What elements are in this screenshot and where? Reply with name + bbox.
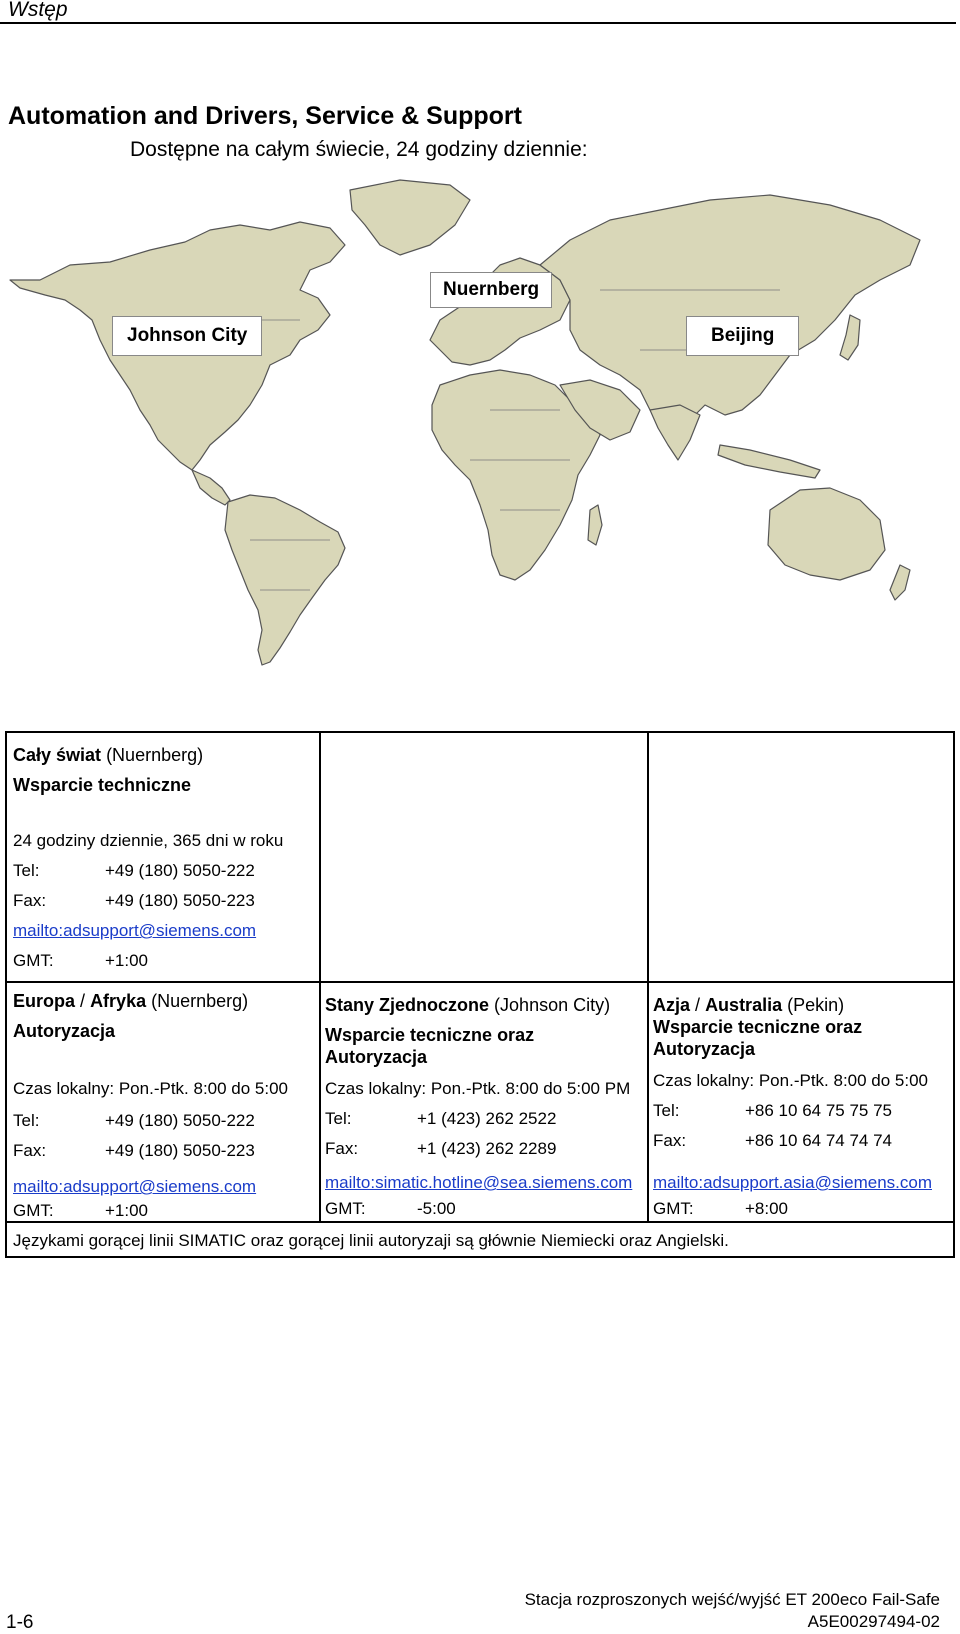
global-hours: 24 godziny dziennie, 365 dni w roku [13,831,284,850]
land-indonesia [718,445,820,478]
global-mail-link[interactable]: mailto:adsupport@siemens.com [13,921,257,940]
global-fax: Fax: +49 (180) 5050-223 [13,891,255,910]
usa-gmt: GMT: -5:00 [325,1199,456,1218]
row-divider [7,981,955,983]
global-tel: Tel: +49 (180) 5050-222 [13,861,255,880]
land-new-zealand [890,565,910,600]
land-south-america [225,495,345,665]
map-label-nuernberg: Nuernberg [430,272,552,308]
asia-tel: Tel: +86 10 64 75 75 75 [653,1101,892,1120]
asia-subheading-2: Autoryzacja [653,1039,756,1059]
map-label-johnson-city: Johnson City [112,316,262,356]
asia-gmt: GMT: +8:00 [653,1199,789,1218]
row-divider [7,1221,953,1223]
usa-mail-link[interactable]: mailto:simatic.hotline@sea.siemens.com [325,1173,633,1192]
running-header: Wstęp [8,0,68,21]
contacts-table [5,731,955,1258]
document-code: A5E00297494-02 [807,1612,940,1631]
land-greenland [350,180,470,255]
world-map-graphic [0,170,960,670]
usa-subheading-2: Autoryzacja [325,1047,428,1067]
europe-gmt: GMT: +1:00 [13,1201,149,1220]
europe-heading: Europa / Afryka (Nuernberg) [13,991,249,1011]
asia-hours: Czas lokalny: Pon.-Ptk. 8:00 do 5:00 [653,1071,929,1090]
map-label-beijing: Beijing [686,316,799,356]
europe-tel: Tel: +49 (180) 5050-222 [13,1111,255,1130]
footer-document-title: Stacja rozproszonych wejść/wyjść ET 200eco Fail-Safe [524,1590,940,1609]
europe-hours: Czas lokalny: Pon.-Ptk. 8:00 do 5:00 [13,1079,289,1098]
land-japan [840,315,860,360]
europe-mail-link[interactable]: mailto:adsupport@siemens.com [13,1177,257,1196]
page-subtitle: Dostępne na całym świecie, 24 godziny dziennie: [130,138,588,161]
europe-subheading: Autoryzacja [13,1021,116,1041]
header-rule [0,22,956,24]
land-madagascar [588,505,602,545]
language-note: Językami gorącej linii SIMATIC oraz gorącej linii autoryzaji są głównie Niemiecki oraz Angielski. [13,1231,729,1250]
global-subheading: Wsparcie techniczne [13,775,192,795]
usa-hours: Czas lokalny: Pon.-Ptk. 8:00 do 5:00 PM [325,1079,631,1098]
usa-subheading: Wsparcie tecniczne oraz [325,1025,535,1045]
asia-heading: Azja / Australia (Pekin) [653,995,845,1015]
usa-heading: Stany Zjednoczone (Johnson City) [325,995,611,1015]
column-divider [647,733,649,1223]
global-heading: Cały świat (Nuernberg) [13,745,204,765]
page-number: 1-6 [6,1612,34,1633]
asia-mail-link[interactable]: mailto:adsupport.asia@siemens.com [653,1173,932,1192]
page-title: Automation and Drivers, Service & Support [8,102,522,130]
usa-tel: Tel: +1 (423) 262 2522 [325,1109,557,1128]
column-divider [319,733,321,1223]
usa-fax: Fax: +1 (423) 262 2289 [325,1139,557,1158]
land-india [650,405,700,460]
global-gmt: GMT: +1:00 [13,951,149,970]
world-map [0,170,960,670]
land-australia [768,488,885,580]
europe-fax: Fax: +49 (180) 5050-223 [13,1141,255,1160]
asia-subheading: Wsparcie tecniczne oraz [653,1017,863,1037]
asia-fax: Fax: +86 10 64 74 74 74 [653,1131,892,1150]
land-central-america [192,470,230,505]
